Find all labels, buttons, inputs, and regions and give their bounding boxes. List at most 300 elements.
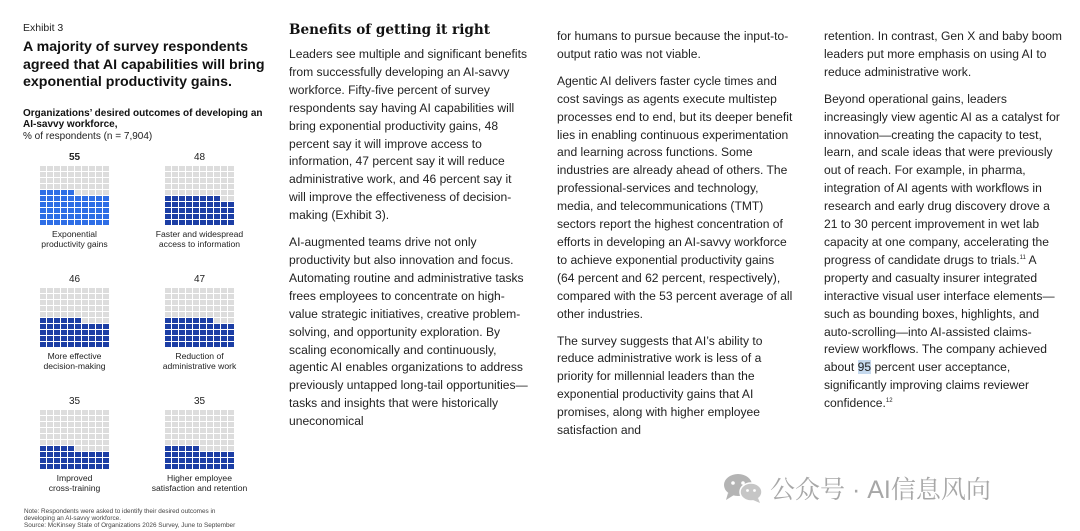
waffle-cell-empty xyxy=(68,410,74,415)
waffle-cell-empty xyxy=(75,306,81,311)
waffle-cell-filled xyxy=(207,342,213,347)
paragraph: The survey suggests that AI’s ability to reduce administrative work is less of a priority for millennial leaders than the exponential productivity gains that AI promises, along with higher employee satisfaction and xyxy=(557,333,763,438)
waffle-cell-filled xyxy=(54,330,60,335)
waffle-cell-filled xyxy=(47,318,53,323)
waffle-cell-empty xyxy=(40,428,46,433)
waffle-cell-filled xyxy=(214,458,220,463)
waffle-cell-empty xyxy=(61,440,67,445)
waffle-cell-filled xyxy=(89,214,95,219)
waffle-cell-filled xyxy=(40,220,46,225)
waffle-cell-empty xyxy=(61,166,67,171)
waffle-label-line: Improved xyxy=(56,473,93,483)
waffle-cell-filled xyxy=(40,458,46,463)
waffle-cell-filled xyxy=(47,336,53,341)
waffle-cell-filled xyxy=(172,324,178,329)
waffle-cell-empty xyxy=(193,178,199,183)
waffle-cell-empty xyxy=(186,294,192,299)
waffle-cell-filled xyxy=(89,330,95,335)
waffle-cell-empty xyxy=(82,440,88,445)
waffle-cell-empty xyxy=(179,410,185,415)
waffle-cell-filled xyxy=(54,220,60,225)
waffle-cell-filled xyxy=(193,446,199,451)
waffle-cell-empty xyxy=(179,416,185,421)
footnote-marker[interactable]: 11 xyxy=(1019,254,1026,261)
waffle-cell-empty xyxy=(228,190,234,195)
waffle-cell-empty xyxy=(228,166,234,171)
waffle-cell-filled xyxy=(165,464,171,469)
waffle-cell-empty xyxy=(89,300,95,305)
section-heading: Benefits of getting it right xyxy=(289,22,491,38)
waffle-cell-empty xyxy=(214,178,220,183)
waffle-cell-filled xyxy=(47,324,53,329)
waffle-cell-filled xyxy=(193,330,199,335)
waffle-cell-empty xyxy=(165,434,171,439)
waffle-cell-filled xyxy=(47,202,53,207)
waffle-cell-filled xyxy=(75,336,81,341)
waffle-cell-empty xyxy=(207,172,213,177)
waffle-cell-empty xyxy=(68,184,74,189)
waffle-cell-filled xyxy=(82,208,88,213)
waffle-cell-empty xyxy=(186,300,192,305)
paragraph: Leaders see multiple and significant benefits from successfully developing an AI-savvy workforce. Fifty-five percent of survey respondents say having AI capabilities will bring exponential productivity gains, 48 percent say it will improve access to information, 47 percent say it will reduce administrative work, and 46 percent say it will improve the effectiveness of decision-making (Exhibit 3). xyxy=(289,47,527,223)
waffle-cell-filled xyxy=(186,342,192,347)
waffle-cell-filled xyxy=(96,220,102,225)
text-selection-highlight[interactable]: 95 xyxy=(857,360,872,375)
waffle-cell-empty xyxy=(200,294,206,299)
waffle-cell-empty xyxy=(75,294,81,299)
paragraph: Agentic AI delivers faster cycle times and cost savings as agents execute multistep processes end to end, but its deeper benefit lies in enabling continuous experimentation and learning across functions. Some industries are already ahead of others. The professional-services and technology, media, and telecommunications (TMT) sectors report the highest concentration of efforts in developing an AI-savvy workforce to achieve exponential productivity gains (64 percent and 62 percent, respectively), compared with the 53 percent average of all other industries. xyxy=(557,73,793,321)
waffle-cell-filled xyxy=(103,342,109,347)
waffle-cell-filled xyxy=(186,446,192,451)
waffle-cell-filled xyxy=(165,324,171,329)
waffle-cell-filled xyxy=(179,336,185,341)
waffle-cell-filled xyxy=(200,214,206,219)
waffle-cell-filled xyxy=(193,336,199,341)
waffle-cell-empty xyxy=(82,306,88,311)
waffle-cell-empty xyxy=(89,416,95,421)
waffle-cell-filled xyxy=(61,318,67,323)
waffle-cell-empty xyxy=(214,440,220,445)
waffle-cell-empty xyxy=(68,294,74,299)
waffle-cell-empty xyxy=(172,178,178,183)
waffle-cell-filled xyxy=(89,208,95,213)
waffle-cell-filled xyxy=(61,214,67,219)
waffle-cell-empty xyxy=(96,300,102,305)
waffle-cell-filled xyxy=(89,220,95,225)
waffle-cell-empty xyxy=(40,178,46,183)
waffle-cell-empty xyxy=(89,434,95,439)
waffle-cell-filled xyxy=(193,208,199,213)
waffle-cell-filled xyxy=(89,452,95,457)
waffle-cell-filled xyxy=(40,464,46,469)
waffle-cell-filled xyxy=(172,464,178,469)
waffle-cell-filled xyxy=(68,318,74,323)
waffle-cell-filled xyxy=(68,220,74,225)
waffle-cell-empty xyxy=(103,288,109,293)
waffle-cell-filled xyxy=(221,214,227,219)
waffle-cell-empty xyxy=(75,312,81,317)
waffle-cell-empty xyxy=(75,428,81,433)
waffle-cell-filled xyxy=(61,220,67,225)
waffle-cell-empty xyxy=(75,184,81,189)
waffle-cell-empty xyxy=(214,300,220,305)
waffle-cell-empty xyxy=(165,306,171,311)
waffle-cell-empty xyxy=(228,300,234,305)
waffle-cell-filled xyxy=(221,458,227,463)
waffle-cell-empty xyxy=(82,312,88,317)
waffle-cell-filled xyxy=(96,324,102,329)
waffle-cell-empty xyxy=(172,416,178,421)
waffle-cell-filled xyxy=(75,202,81,207)
waffle-cell-empty xyxy=(96,288,102,293)
waffle-cell-filled xyxy=(207,220,213,225)
waffle-cell-empty xyxy=(89,446,95,451)
waffle-cell-empty xyxy=(103,294,109,299)
waffle-cell-filled xyxy=(61,330,67,335)
waffle-cell-filled xyxy=(96,214,102,219)
waffle-cell-empty xyxy=(96,428,102,433)
waffle-cell-filled xyxy=(172,446,178,451)
waffle-cell-filled xyxy=(96,464,102,469)
waffle-cell-filled xyxy=(193,220,199,225)
waffle-cell-filled xyxy=(54,190,60,195)
waffle-cell-empty xyxy=(200,416,206,421)
waffle-cell-empty xyxy=(89,166,95,171)
waffle-cell-filled xyxy=(54,446,60,451)
waffle-label xyxy=(137,229,262,249)
waffle-cell-empty xyxy=(207,446,213,451)
waffle-cell-filled xyxy=(82,330,88,335)
waffle-cell-empty xyxy=(207,306,213,311)
waffle-cell-empty xyxy=(54,294,60,299)
waffle-cell-empty xyxy=(200,410,206,415)
waffle-cell-filled xyxy=(207,214,213,219)
waffle-cell-empty xyxy=(96,446,102,451)
waffle-cell-filled xyxy=(47,190,53,195)
waffle-cell-empty xyxy=(179,422,185,427)
footnote-marker[interactable]: 12 xyxy=(885,398,893,405)
waffle-value: 35 xyxy=(68,396,81,407)
waffle-cell-empty xyxy=(207,416,213,421)
waffle-cell-empty xyxy=(221,166,227,171)
waffle-cell-empty xyxy=(165,190,171,195)
waffle-cell-filled xyxy=(228,458,234,463)
waffle-cell-filled xyxy=(89,324,95,329)
waffle-cell-empty xyxy=(221,294,227,299)
waffle-cell-filled xyxy=(47,208,53,213)
waffle-cell-filled xyxy=(103,336,109,341)
waffle-label-line: satisfaction and retention xyxy=(151,483,248,493)
waffle-cell-empty xyxy=(89,422,95,427)
waffle-cell-filled xyxy=(47,446,53,451)
waffle-cell-filled xyxy=(221,336,227,341)
chart-title: Organizations’ desired outcomes of developing an AI-savvy workforce, xyxy=(23,107,263,130)
waffle-cell-empty xyxy=(82,434,88,439)
waffle-cell-empty xyxy=(200,422,206,427)
waffle-cell-empty xyxy=(103,172,109,177)
waffle-cell-filled xyxy=(68,452,74,457)
waffle-cell-filled xyxy=(82,202,88,207)
waffle-panel-information xyxy=(137,152,262,249)
waffle-cell-filled xyxy=(96,330,102,335)
waffle-cell-empty xyxy=(172,428,178,433)
waffle-cell-empty xyxy=(221,312,227,317)
waffle-value: 55 xyxy=(68,152,81,163)
exhibit-panel xyxy=(23,22,268,143)
waffle-cell-empty xyxy=(200,184,206,189)
waffle-cell-empty xyxy=(172,312,178,317)
waffle-cell-empty xyxy=(193,428,199,433)
waffle-cell-empty xyxy=(54,410,60,415)
waffle-cell-empty xyxy=(186,416,192,421)
waffle-cell-empty xyxy=(40,416,46,421)
watermark xyxy=(722,470,1062,506)
waffle-cell-filled xyxy=(75,196,81,201)
waffle-cell-filled xyxy=(186,458,192,463)
waffle-cell-empty xyxy=(214,422,220,427)
waffle-cell-filled xyxy=(165,336,171,341)
waffle-cell-filled xyxy=(200,220,206,225)
waffle-cell-filled xyxy=(82,464,88,469)
waffle-label xyxy=(12,473,137,493)
waffle-cell-filled xyxy=(172,202,178,207)
waffle-cell-empty xyxy=(207,422,213,427)
waffle-cell-empty xyxy=(221,184,227,189)
waffle-cell-filled xyxy=(200,464,206,469)
waffle-cell-filled xyxy=(214,208,220,213)
waffle-cell-filled xyxy=(207,318,213,323)
waffle-value: 48 xyxy=(193,152,206,163)
waffle-cell-empty xyxy=(228,306,234,311)
waffle-cell-empty xyxy=(228,422,234,427)
waffle-cell-filled xyxy=(179,318,185,323)
waffle-cell-empty xyxy=(61,312,67,317)
waffle-cell-empty xyxy=(172,288,178,293)
waffle-cell-filled xyxy=(165,330,171,335)
waffle-cell-empty xyxy=(186,440,192,445)
waffle-cell-empty xyxy=(200,428,206,433)
waffle-cell-filled xyxy=(40,330,46,335)
waffle-cell-filled xyxy=(68,330,74,335)
waffle-cell-filled xyxy=(82,336,88,341)
waffle-cell-filled xyxy=(228,342,234,347)
waffle-cell-filled xyxy=(172,318,178,323)
waffle-cell-empty xyxy=(96,312,102,317)
waffle-cell-empty xyxy=(96,306,102,311)
waffle-cell-filled xyxy=(75,452,81,457)
waffle-cell-filled xyxy=(186,202,192,207)
waffle-cell-empty xyxy=(207,166,213,171)
waffle-cell-empty xyxy=(193,306,199,311)
waffle-cell-empty xyxy=(47,428,53,433)
waffle-cell-filled xyxy=(61,196,67,201)
waffle-cell-empty xyxy=(82,294,88,299)
waffle-label xyxy=(137,351,262,371)
waffle-cell-filled xyxy=(68,214,74,219)
waffle-cell-empty xyxy=(228,312,234,317)
waffle-cell-filled xyxy=(214,196,220,201)
chart-subtitle: % of respondents (n = 7,904) xyxy=(23,130,153,142)
waffle-label-line: Faster and widespread xyxy=(155,229,244,239)
waffle-grid xyxy=(40,166,109,225)
waffle-cell-filled xyxy=(228,214,234,219)
waffle-cell-empty xyxy=(47,306,53,311)
waffle-cell-filled xyxy=(103,220,109,225)
waffle-cell-filled xyxy=(186,318,192,323)
waffle-cell-empty xyxy=(221,190,227,195)
waffle-cell-empty xyxy=(172,440,178,445)
waffle-cell-empty xyxy=(165,166,171,171)
waffle-cell-filled xyxy=(47,464,53,469)
waffle-cell-filled xyxy=(165,208,171,213)
waffle-cell-filled xyxy=(193,452,199,457)
waffle-cell-filled xyxy=(75,464,81,469)
waffle-cell-empty xyxy=(165,428,171,433)
waffle-cell-filled xyxy=(61,190,67,195)
waffle-cell-empty xyxy=(228,434,234,439)
waffle-cell-filled xyxy=(82,220,88,225)
waffle-cell-empty xyxy=(103,166,109,171)
waffle-cell-filled xyxy=(179,464,185,469)
waffle-cell-empty xyxy=(200,178,206,183)
waffle-cell-empty xyxy=(165,294,171,299)
waffle-cell-empty xyxy=(214,172,220,177)
waffle-cell-empty xyxy=(82,428,88,433)
waffle-cell-empty xyxy=(200,166,206,171)
waffle-label-line: cross-training xyxy=(48,483,101,493)
waffle-cell-filled xyxy=(172,336,178,341)
waffle-label-line: Reduction of xyxy=(175,351,224,361)
article-column-2 xyxy=(557,28,793,449)
waffle-cell-empty xyxy=(228,172,234,177)
waffle-cell-filled xyxy=(165,220,171,225)
waffle-cell-filled xyxy=(40,336,46,341)
waffle-cell-empty xyxy=(75,434,81,439)
waffle-cell-filled xyxy=(54,324,60,329)
waffle-cell-filled xyxy=(89,202,95,207)
waffle-cell-empty xyxy=(54,416,60,421)
waffle-cell-filled xyxy=(54,342,60,347)
waffle-cell-filled xyxy=(221,324,227,329)
waffle-cell-filled xyxy=(40,342,46,347)
waffle-cell-filled xyxy=(172,214,178,219)
waffle-cell-empty xyxy=(193,434,199,439)
waffle-cell-empty xyxy=(172,166,178,171)
paragraph: retention. In contrast, Gen X and baby boom leaders put more emphasis on using AI to reduce administrative work. xyxy=(824,29,1062,79)
waffle-cell-filled xyxy=(75,220,81,225)
waffle-cell-filled xyxy=(179,202,185,207)
waffle-cell-empty xyxy=(193,172,199,177)
waffle-cell-filled xyxy=(47,220,53,225)
waffle-cell-empty xyxy=(89,428,95,433)
waffle-cell-filled xyxy=(200,324,206,329)
waffle-cell-empty xyxy=(186,428,192,433)
waffle-cell-empty xyxy=(47,440,53,445)
waffle-label-line: productivity gains xyxy=(41,239,108,249)
waffle-cell-empty xyxy=(75,172,81,177)
waffle-cell-empty xyxy=(179,294,185,299)
waffle-cell-empty xyxy=(61,428,67,433)
waffle-cell-filled xyxy=(61,342,67,347)
waffle-cell-empty xyxy=(96,434,102,439)
waffle-cell-empty xyxy=(54,434,60,439)
waffle-cell-filled xyxy=(172,342,178,347)
waffle-cell-empty xyxy=(193,294,199,299)
waffle-cell-empty xyxy=(103,446,109,451)
waffle-cell-empty xyxy=(82,166,88,171)
waffle-cell-filled xyxy=(103,458,109,463)
waffle-cell-empty xyxy=(82,190,88,195)
waffle-cell-filled xyxy=(179,196,185,201)
waffle-cell-empty xyxy=(186,422,192,427)
waffle-cell-filled xyxy=(228,452,234,457)
waffle-cell-empty xyxy=(96,178,102,183)
waffle-cell-filled xyxy=(207,464,213,469)
waffle-cell-filled xyxy=(172,196,178,201)
waffle-cell-filled xyxy=(54,214,60,219)
waffle-cell-empty xyxy=(103,422,109,427)
waffle-cell-filled xyxy=(68,342,74,347)
waffle-cell-empty xyxy=(221,446,227,451)
waffle-cell-empty xyxy=(228,446,234,451)
note-line: developing an AI-savvy workforce. xyxy=(24,515,121,522)
waffle-cell-empty xyxy=(68,428,74,433)
waffle-cell-filled xyxy=(228,220,234,225)
waffle-cell-empty xyxy=(96,190,102,195)
waffle-cell-filled xyxy=(165,214,171,219)
waffle-cell-empty xyxy=(61,410,67,415)
waffle-cell-filled xyxy=(186,220,192,225)
waffle-cell-filled xyxy=(47,330,53,335)
waffle-cell-empty xyxy=(228,184,234,189)
waffle-cell-empty xyxy=(103,440,109,445)
waffle-cell-filled xyxy=(89,342,95,347)
waffle-cell-empty xyxy=(68,288,74,293)
waffle-grid xyxy=(165,410,234,469)
waffle-cell-empty xyxy=(193,422,199,427)
waffle-cell-empty xyxy=(82,172,88,177)
waffle-cell-filled xyxy=(61,446,67,451)
waffle-cell-empty xyxy=(200,190,206,195)
waffle-cell-filled xyxy=(214,342,220,347)
waffle-cell-empty xyxy=(75,178,81,183)
paragraph-text: percent user acceptance, significantly improving claims reviewer confidence. xyxy=(824,360,1029,411)
waffle-panel-decision-making xyxy=(12,274,137,371)
waffle-cell-filled xyxy=(200,330,206,335)
waffle-cell-empty xyxy=(40,184,46,189)
waffle-cell-empty xyxy=(165,416,171,421)
waffle-cell-filled xyxy=(75,208,81,213)
waffle-cell-empty xyxy=(96,416,102,421)
waffle-cell-filled xyxy=(214,324,220,329)
waffle-cell-empty xyxy=(165,172,171,177)
waffle-cell-empty xyxy=(186,434,192,439)
waffle-cell-filled xyxy=(96,342,102,347)
waffle-cell-filled xyxy=(40,202,46,207)
waffle-cell-empty xyxy=(214,288,220,293)
waffle-cell-filled xyxy=(54,336,60,341)
waffle-cell-filled xyxy=(82,342,88,347)
waffle-cell-filled xyxy=(54,318,60,323)
waffle-cell-filled xyxy=(165,458,171,463)
waffle-panel-satisfaction xyxy=(137,396,262,493)
waffle-cell-filled xyxy=(89,464,95,469)
waffle-cell-filled xyxy=(103,202,109,207)
waffle-cell-filled xyxy=(89,458,95,463)
waffle-panel-cross-training xyxy=(12,396,137,493)
waffle-cell-empty xyxy=(40,422,46,427)
waffle-cell-empty xyxy=(82,178,88,183)
